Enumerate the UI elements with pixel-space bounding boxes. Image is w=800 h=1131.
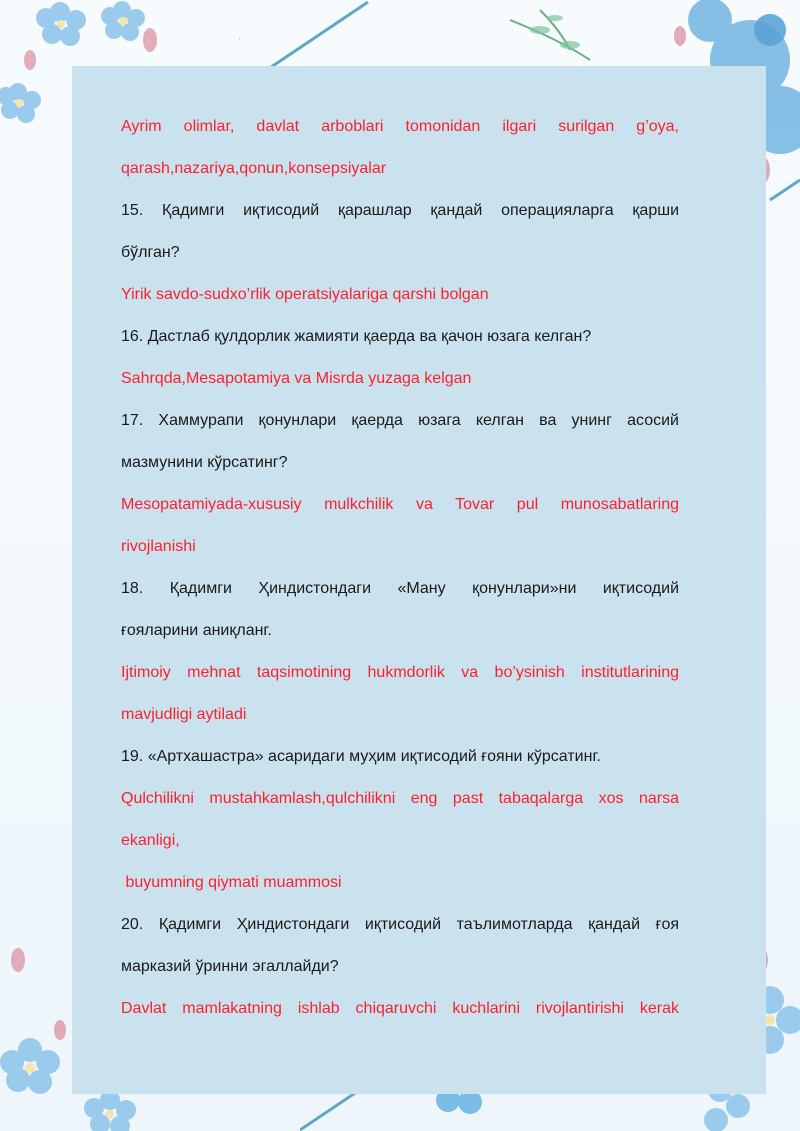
answer-line: qarash,nazariya,qonun,konsepsiyalar (121, 160, 387, 177)
answer-line: ekanligi, (121, 832, 180, 849)
answer-line: Ijtimoiy mehnat taqsimotining hukmdorlik va bo’ysinish institutlarining (121, 664, 679, 681)
answer-line: buyumning qiymati muammosi (121, 874, 342, 891)
question-line: 18. Қадимги Ҳиндистондаги «Ману қонунлари»ни иқтисодий (121, 580, 679, 597)
answer-line: rivojlanishi (121, 538, 196, 555)
answer-line: Davlat mamlakatning ishlab chiqaruvchi kuchlarini rivojlantirishi kerak (121, 1000, 679, 1017)
question-line: мазмунини кўрсатинг? (121, 454, 288, 471)
question-line: 19. «Артхашастра» асаридаги муҳим иқтисодий ғояни кўрсатинг. (121, 748, 601, 765)
document-text (121, 106, 679, 1030)
answer-line: Sahrqda,Mesapotamiya va Misrda yuzaga kelgan (121, 370, 472, 387)
answer-line: Ayrim olimlar, davlat arboblari tomonidan ilgari surilgan g’oya, (121, 118, 679, 135)
answer-line: mavjudligi aytiladi (121, 706, 247, 723)
answer-line: Yirik savdo-sudxo’rlik operatsiyalariga qarshi bolgan (121, 286, 489, 303)
question-line: 20. Қадимги Ҳиндистондаги иқтисодий таълимотларда қандай ғоя (121, 916, 679, 933)
question-line: 17. Хаммурапи қонунлари қаерда юзага келган ва унинг асосий (121, 412, 679, 429)
answer-line: Mesopatamiyada-xususiy mulkchilik va Tovar pul munosabatlaring (121, 496, 679, 513)
question-line: бўлган? (121, 244, 180, 261)
answer-line: Qulchilikni mustahkamlash,qulchilikni eng past tabaqalarga xos narsa (121, 790, 679, 807)
question-line: ғояларини аниқланг. (121, 622, 272, 639)
question-line: 15. Қадимги иқтисодий қарашлар қандай операцияларга қарши (121, 202, 679, 219)
question-line: 16. Дастлаб қулдорлик жамияти қаерда ва қачон юзага келган? (121, 328, 592, 345)
question-line: марказий ўринни эгаллайди? (121, 958, 339, 975)
